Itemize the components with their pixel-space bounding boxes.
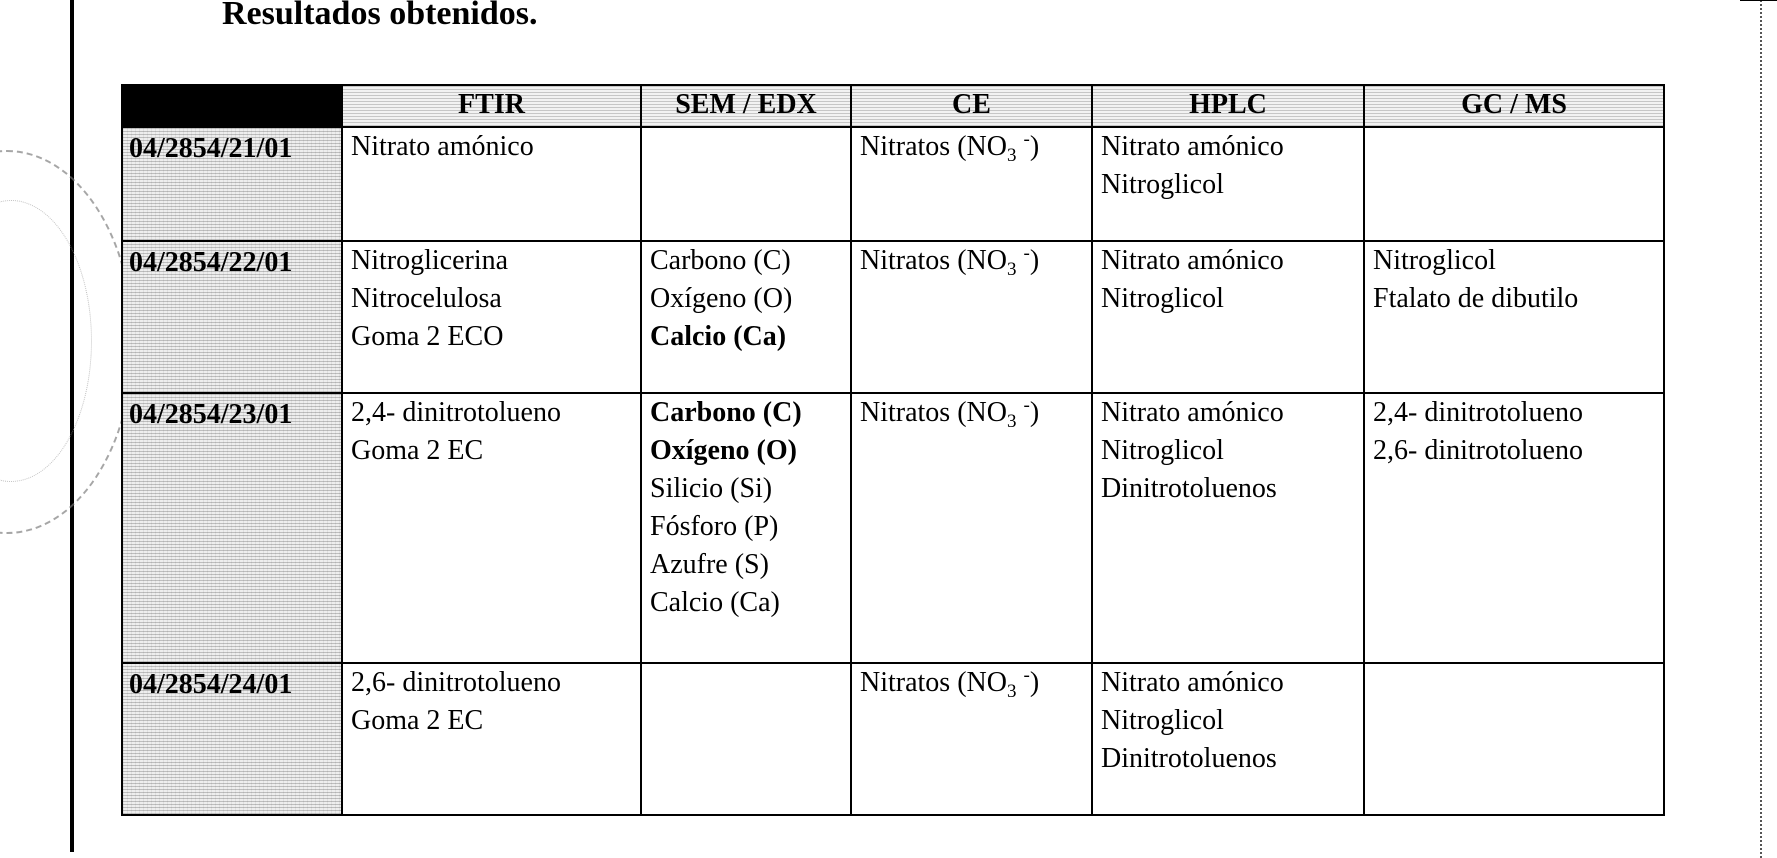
- hplc-result: Nitrato amónico: [1101, 397, 1284, 428]
- sem-edx-result: Azufre (S): [650, 549, 769, 580]
- gc-ms-cell: [1364, 241, 1664, 393]
- sem-edx-cell: [641, 241, 851, 393]
- gc-ms-cell: [1364, 127, 1664, 241]
- right-margin-rule: [1760, 0, 1763, 858]
- hplc-result: Nitrato amónico: [1101, 245, 1284, 276]
- hplc-result: Nitroglicol: [1101, 169, 1224, 200]
- corner-cell: [122, 85, 342, 127]
- sem-edx-result: Silicio (Si): [650, 473, 773, 504]
- ftir-cell: [342, 241, 641, 393]
- gc-ms-cell: [1364, 663, 1664, 815]
- gc-ms-result: 2,4- dinitrotolueno: [1373, 397, 1583, 428]
- hplc-result: Nitrato amónico: [1101, 667, 1284, 698]
- results-table: [121, 84, 1665, 816]
- page-title: Resultados obtenidos.: [222, 0, 538, 32]
- gc-ms-cell: [1364, 393, 1664, 663]
- hplc-result: Dinitrotoluenos: [1101, 743, 1277, 774]
- sem-edx-cell: [641, 127, 851, 241]
- gc-ms-result: Nitroglicol: [1373, 245, 1496, 276]
- hplc-cell: [1092, 663, 1364, 815]
- sample-id: 04/2854/21/01: [122, 127, 342, 241]
- hplc-result: Nitroglicol: [1101, 435, 1224, 466]
- hplc-result: Dinitrotoluenos: [1101, 473, 1277, 504]
- ce-cell: [851, 241, 1092, 393]
- hplc-result: Nitrato amónico: [1101, 131, 1284, 162]
- ce-cell: [851, 127, 1092, 241]
- hplc-cell: [1092, 241, 1364, 393]
- ce-result: Nitratos ($NO_3$ -): [860, 129, 1040, 166]
- column-header-gc-ms: GC / MS: [1364, 85, 1664, 127]
- sem-edx-result: Oxígeno (O): [650, 435, 797, 466]
- table-row: [122, 241, 1664, 393]
- table-row: [122, 393, 1664, 663]
- table-row: [122, 663, 1664, 815]
- sem-edx-cell: [641, 663, 851, 815]
- hplc-cell: [1092, 393, 1364, 663]
- ftir-result: Nitrato amónico: [351, 131, 534, 162]
- column-header-hplc: HPLC: [1092, 85, 1364, 127]
- gc-ms-result: 2,6- dinitrotolueno: [1373, 435, 1583, 466]
- ce-result: Nitratos ($NO_3$ -): [860, 243, 1040, 280]
- sem-edx-result: Carbono (C): [650, 245, 791, 276]
- sample-id: 04/2854/23/01: [122, 393, 342, 663]
- sem-edx-result: Fósforo (P): [650, 511, 779, 542]
- ftir-result: Nitroglicerina: [351, 245, 509, 276]
- ftir-result: Goma 2 EC: [351, 435, 484, 466]
- gc-ms-result: Ftalato de dibutilo: [1373, 283, 1579, 314]
- sem-edx-result: Calcio (Ca): [650, 587, 780, 618]
- top-edge-rule: [1740, 0, 1777, 1]
- ce-cell: [851, 663, 1092, 815]
- sem-edx-result: Carbono (C): [650, 397, 802, 428]
- ftir-cell: [342, 393, 641, 663]
- column-header-ce: CE: [851, 85, 1092, 127]
- column-header-sem-edx: SEM / EDX: [641, 85, 851, 127]
- sem-edx-cell: [641, 393, 851, 663]
- ftir-result: Nitrocelulosa: [351, 283, 502, 314]
- ce-result: Nitratos ($NO_3$ -): [860, 395, 1040, 432]
- ftir-result: Goma 2 EC: [351, 705, 484, 736]
- ftir-cell: [342, 663, 641, 815]
- ftir-result: 2,6- dinitrotolueno: [351, 667, 561, 698]
- sem-edx-result: Oxígeno (O): [650, 283, 793, 314]
- ftir-result: 2,4- dinitrotolueno: [351, 397, 561, 428]
- sample-id: 04/2854/22/01: [122, 241, 342, 393]
- hplc-cell: [1092, 127, 1364, 241]
- hplc-result: Nitroglicol: [1101, 705, 1224, 736]
- hplc-result: Nitroglicol: [1101, 283, 1224, 314]
- header-row: [122, 85, 1664, 127]
- ftir-result: Goma 2 ECO: [351, 321, 504, 352]
- sample-id: 04/2854/24/01: [122, 663, 342, 815]
- sem-edx-result: Calcio (Ca): [650, 321, 787, 352]
- ce-cell: [851, 393, 1092, 663]
- column-header-ftir: FTIR: [342, 85, 641, 127]
- ftir-cell: [342, 127, 641, 241]
- ce-result: Nitratos ($NO_3$ -): [860, 665, 1040, 702]
- table-row: [122, 127, 1664, 241]
